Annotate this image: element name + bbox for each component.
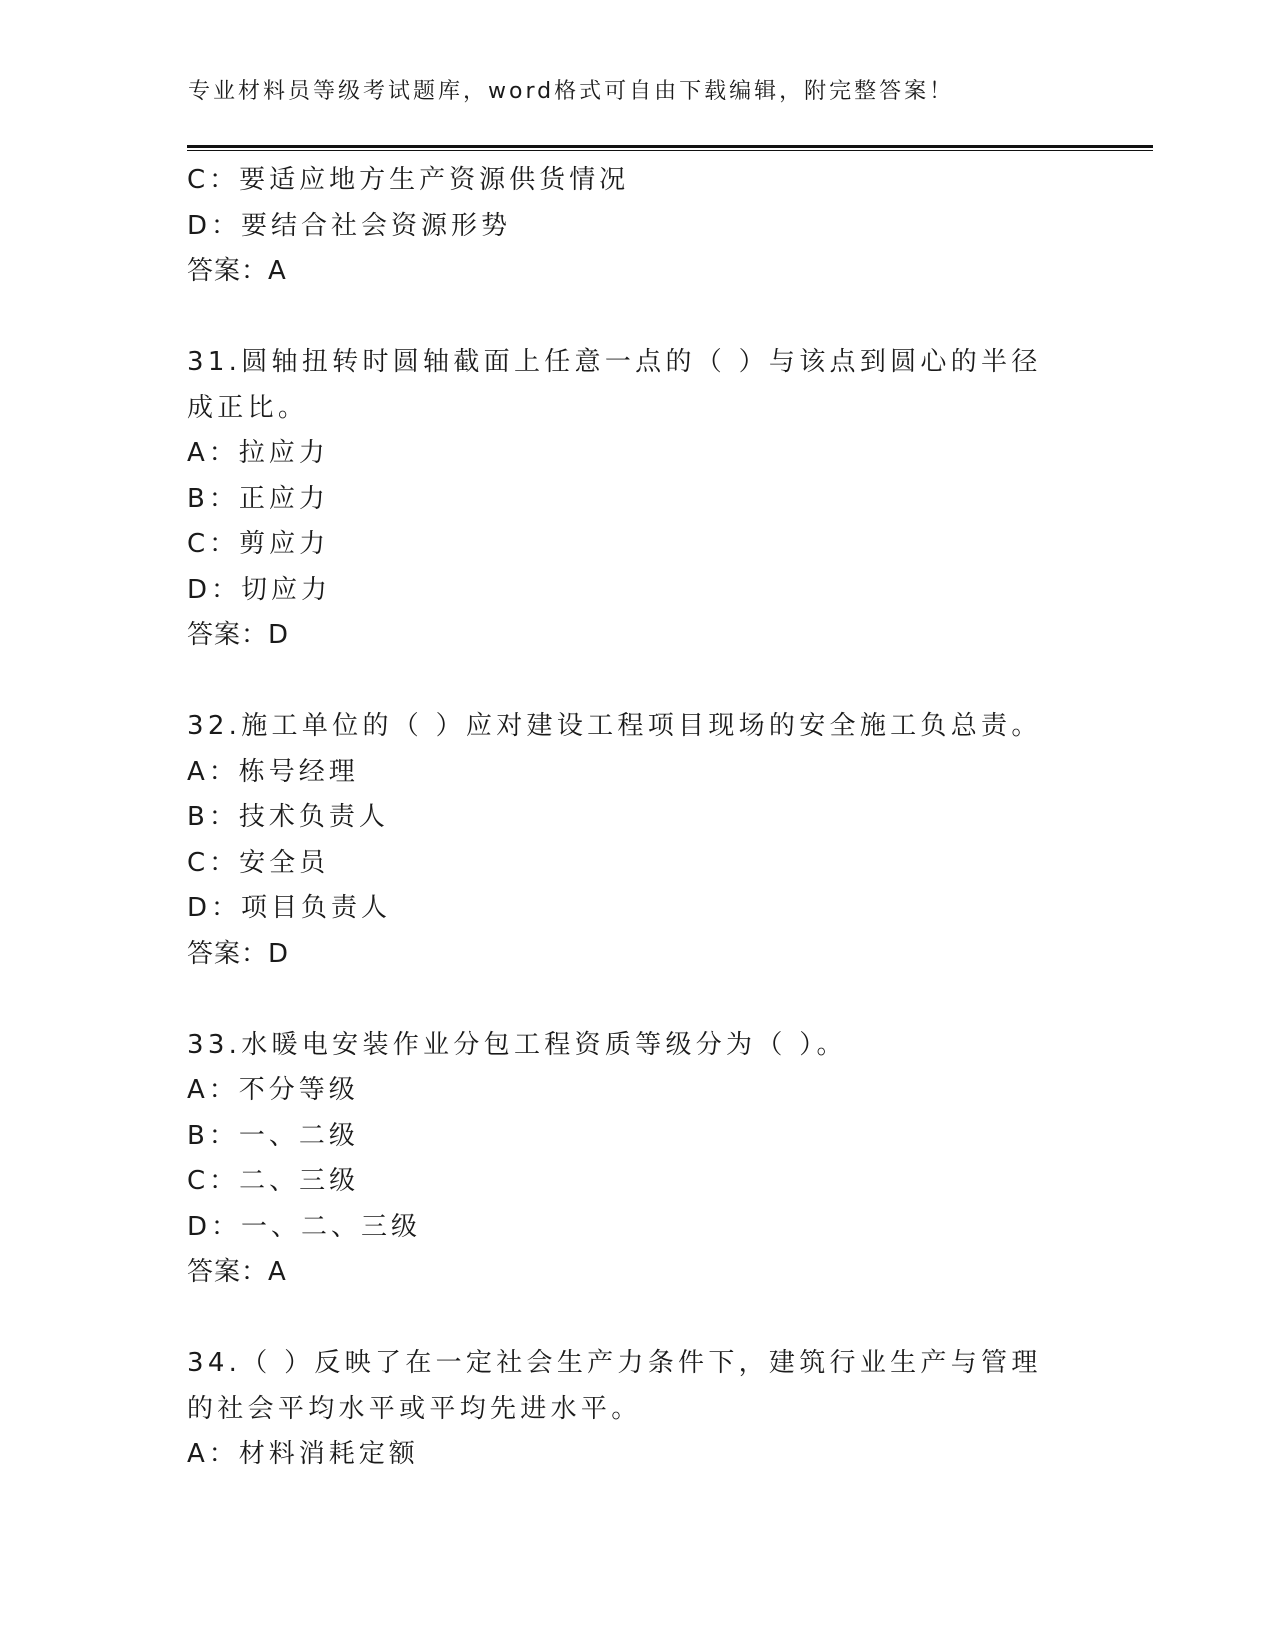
option-d: D：切应力: [187, 574, 332, 605]
option-b: B：技术负责人: [187, 802, 389, 832]
option-b: B：正应力: [187, 483, 329, 514]
question-stem: 33.水暖电安装作业分包工程资质等级分为（ ）。: [187, 1029, 847, 1060]
question-33: [187, 1023, 1067, 1296]
spacer: [187, 659, 1067, 705]
option-b: B：一、二级: [187, 1120, 359, 1151]
option-a: A：拉应力: [187, 438, 329, 468]
option-d: D：要结合社会资源形势: [187, 210, 512, 241]
header-divider-thick: [187, 145, 1153, 148]
option-d: D：项目负责人: [187, 893, 392, 923]
answer-line: 答案：D: [187, 938, 290, 969]
option-c: C：剪应力: [187, 529, 330, 559]
option-c: C：二、三级: [187, 1166, 360, 1196]
header-divider-thin: [187, 150, 1153, 151]
previous-question-block: [187, 158, 1067, 295]
page-header: 专业材料员等级考试题库，word格式可自由下载编辑，附完整答案！: [188, 79, 955, 104]
question-stem: 32.施工单位的（ ）应对建设工程项目现场的安全施工负总责。: [187, 711, 1042, 741]
answer-line: 答案：A: [187, 1257, 287, 1287]
option-a: A：不分等级: [187, 1075, 359, 1105]
answer-line: 答案：D: [187, 620, 290, 650]
answer-line: 答案：A: [187, 256, 287, 286]
question-stem: 31.圆轴扭转时圆轴截面上任意一点的（ ）与该点到圆心的半径成正比。: [187, 347, 1042, 423]
option-a: A：材料消耗定额: [187, 1439, 419, 1469]
question-32: [187, 704, 1067, 977]
spacer: [187, 977, 1067, 1023]
option-d: D：一、二、三级: [187, 1211, 422, 1242]
option-a: A：栋号经理: [187, 756, 359, 787]
spacer: [187, 295, 1067, 341]
question-31: [187, 340, 1067, 659]
question-stem: 34.（ ）反映了在一定社会生产力条件下，建筑行业生产与管理的社会平均水平或平均先进水平。: [187, 1348, 1042, 1424]
option-c: C：安全员: [187, 847, 330, 878]
spacer: [187, 1296, 1067, 1342]
question-34: [187, 1341, 1067, 1478]
question-content: [187, 158, 1067, 1478]
option-c: C：要适应地方生产资源供货情况: [187, 165, 630, 195]
